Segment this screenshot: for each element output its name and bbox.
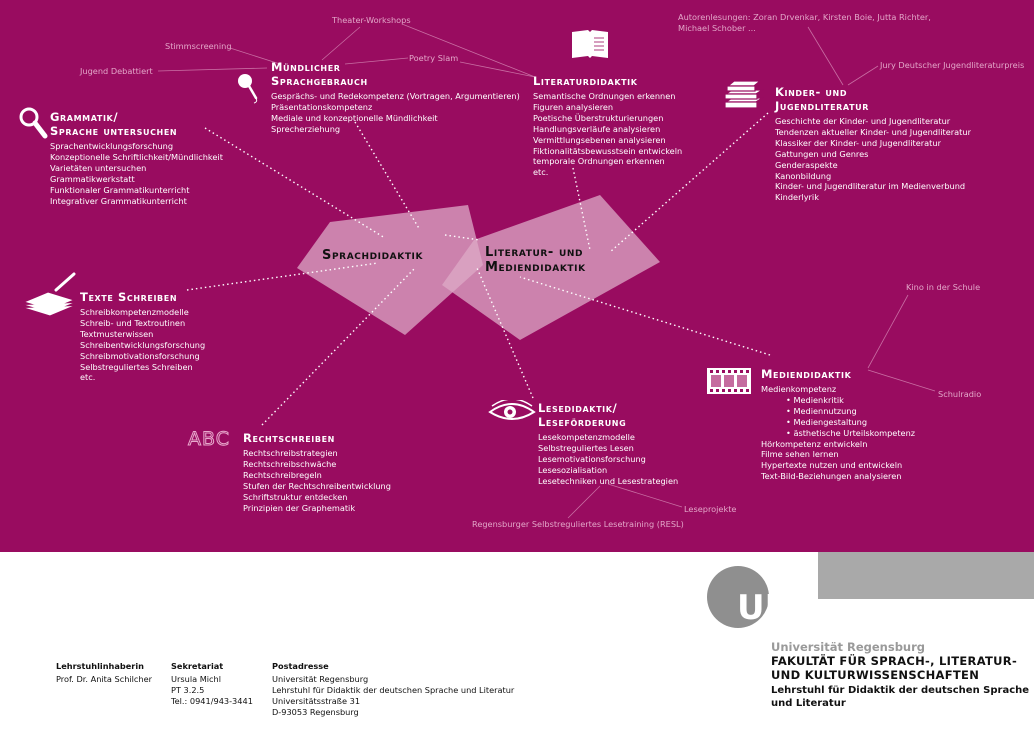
node-kinder (775, 85, 971, 203)
node-lese (538, 401, 678, 487)
list-item: Varietäten untersuchen (50, 162, 147, 173)
node-kinder-title (775, 85, 971, 113)
writing-paper-icon (22, 272, 78, 320)
list-item: Konzeptionelle Schriftlichkeit/Mündlichkeit (50, 151, 223, 162)
node-grammatik (50, 110, 223, 206)
node-literaturdidaktik-title (533, 74, 682, 88)
list-item: Schriftstruktur entdecken (243, 491, 348, 502)
list-item: Lesekompetenzmodelle (538, 432, 635, 442)
list-item: Prinzipien der Graphematik (243, 502, 356, 513)
list-item: Semantische Ordnungen erkennen (533, 91, 676, 101)
film-strip-icon (706, 366, 752, 396)
node-literaturdidaktik-title-line1: Literaturdidaktik (533, 74, 638, 88)
node-kinder-title-line2: Jugendliteratur (775, 99, 869, 113)
chair-name (771, 684, 1029, 710)
magnifier-icon (18, 106, 48, 140)
list-item: Poetische Überstrukturierungen (533, 112, 664, 123)
list-item: Filme sehen lernen (761, 449, 839, 460)
node-rechtschreiben-list (243, 448, 391, 513)
satellite-line-autoren (808, 27, 843, 85)
faculty-name (771, 654, 1017, 682)
list-item: Lesesozialisation (538, 464, 608, 475)
list-item: Lesetechniken und Lesestrategien (538, 475, 679, 486)
literaturdidaktik-label-line1: Literatur- und (485, 245, 584, 260)
list-item: Kanonbildung (775, 170, 832, 181)
list-item: temporale Ordnungen erkennen (533, 156, 665, 167)
node-muendlich-title-line1: Mündlicher (271, 60, 341, 74)
node-texte (80, 290, 205, 383)
node-muendlich-title-line2: Sprachgebrauch (271, 74, 368, 88)
list-item: Selbstreguliertes Schreiben (80, 361, 193, 372)
satellite-resl: Regensburger Selbstreguliertes Lesetraining (RESL) (472, 519, 684, 529)
contact-lehrstuhl-head: Lehrstuhlinhaberin (56, 661, 144, 671)
list-item: Gattungen und Genres (775, 148, 869, 159)
node-medien-title-line1: Mediendidaktik (761, 367, 852, 381)
chair-name-line2: und Literatur (771, 698, 846, 709)
list-item: Tendenzen aktueller Kinder- und Jugendliteratur (775, 126, 971, 137)
university-name: Universität Regensburg (771, 640, 926, 654)
list-item: Rechtschreibschwäche (243, 458, 337, 469)
contact-line: Tel.: 0941/943-3441 (171, 696, 253, 706)
book-icon (570, 28, 610, 60)
list-item: • ästhetische Urteilskompetenz (761, 428, 915, 439)
node-texte-title-line1: Texte Schreiben (80, 290, 178, 304)
list-item: Text-Bild-Beziehungen analysieren (761, 471, 902, 482)
contact-sekretariat (171, 661, 253, 707)
node-medien (761, 367, 915, 482)
satellite-autoren-line1: Autorenlesungen: Zoran Drvenkar, Kirsten Boie, Jutta Richter, (678, 12, 931, 22)
list-item: Rechtschreibstrategien (243, 448, 338, 458)
list-item: Klassiker der Kinder- und Jugendliteratur (775, 137, 941, 148)
list-item: Schreibentwicklungsforschung (80, 339, 206, 350)
satellite-autoren-line2: Michael Schober ... (678, 22, 756, 33)
list-item: etc. (80, 372, 96, 383)
node-literaturdidaktik (533, 74, 682, 178)
contact-sekretariat-head: Sekretariat (171, 661, 224, 671)
list-item: Mediale und konzeptionelle Mündlichkeit (271, 112, 438, 123)
node-lese-title-line1: Lesedidaktik/ (538, 401, 618, 415)
list-item: Figuren analysieren (533, 101, 614, 112)
list-item: Kinder- und Jugendliteratur im Medienverbund (775, 181, 966, 192)
node-grammatik-list (50, 141, 223, 206)
satellite-line-resl (568, 486, 600, 518)
node-literaturdidaktik-list (533, 91, 682, 178)
list-item: Funktionaler Grammatikunterricht (50, 184, 190, 195)
list-item: Schreibkompetenzmodelle (80, 307, 189, 317)
satellite-jury: Jury Deutscher Jugendliteraturpreis (880, 60, 1025, 70)
node-rechtschreiben-title (243, 431, 391, 445)
list-item: Integrativer Grammatikunterricht (50, 195, 187, 206)
list-item: Sprecherziehung (271, 123, 341, 134)
satellite-schulradio: Schulradio (938, 389, 982, 399)
contact-postadresse-head: Postadresse (272, 661, 329, 671)
satellite-line-kino (868, 295, 908, 368)
list-item: Genderaspekte (775, 159, 838, 170)
contact-postadresse (272, 661, 514, 718)
contact-line: Universitätsstraße 31 (272, 696, 361, 706)
node-muendlich-list (271, 91, 520, 135)
faculty-name-line1: FAKULTÄT FÜR SPRACH-, LITERATUR- (771, 654, 1018, 668)
footer-gray-bar (818, 552, 1034, 599)
satellite-leseprojekte: Leseprojekte (684, 504, 737, 514)
list-item: • Mediengestaltung (761, 417, 915, 428)
books-stack-icon (722, 76, 766, 112)
list-item: Hörkompetenz entwickeln (761, 438, 868, 449)
node-texte-list (80, 307, 205, 383)
node-texte-title (80, 290, 205, 304)
satellite-kino: Kino in der Schule (906, 282, 981, 292)
list-item: Präsentationskompetenz (271, 101, 373, 112)
node-lese-list (538, 432, 678, 487)
satellite-poetry: Poetry Slam (409, 53, 459, 63)
satellite-line-theater (322, 27, 360, 60)
list-item: Schreibmotivationsforschung (80, 350, 200, 361)
satellite-autoren (678, 12, 931, 33)
list-item: Geschichte der Kinder- und Jugendliteratur (775, 116, 951, 126)
list-item: Selbstreguliertes Lesen (538, 442, 634, 453)
node-grammatik-title (50, 110, 223, 138)
abc-icon: ABC (188, 428, 230, 450)
list-item: Lesemotivationsforschung (538, 453, 646, 464)
node-lese-title (538, 401, 678, 429)
list-item: • Mediennutzung (761, 406, 915, 417)
list-item: Fiktionalitätsbewusstsein entwickeln (533, 145, 683, 156)
list-item: • Medienkritik (761, 395, 915, 406)
list-item: Hypertexte nutzen und entwickeln (761, 460, 903, 471)
literaturdidaktik-label-line2: Mediendidaktik (485, 260, 586, 275)
literaturdidaktik-label (485, 245, 586, 275)
contact-lehrstuhl (56, 661, 152, 685)
contact-line: Ursula Michl (171, 674, 222, 684)
logo-text: UR (737, 588, 791, 628)
contact-line: Lehrstuhl für Didaktik der deutschen Sprache und Literatur (272, 685, 515, 695)
list-item: etc. (533, 167, 549, 178)
node-medien-title (761, 367, 915, 381)
node-muendlich (271, 60, 520, 135)
university-logo (706, 563, 798, 635)
list-item: Rechtschreibregeln (243, 469, 322, 480)
list-item: Stufen der Rechtschreibentwicklung (243, 480, 391, 491)
node-muendlich-title (271, 60, 520, 88)
node-kinder-list (775, 116, 971, 203)
list-item: Handlungsverläufe analysieren (533, 123, 661, 134)
list-item: Gesprächs- und Redekompetenz (Vortragen, Argumentieren) (271, 91, 520, 101)
node-grammatik-title-line1: Grammatik/ (50, 110, 119, 124)
satellite-line-leseprojekte (608, 484, 682, 507)
contact-line: Prof. Dr. Anita Schilcher (56, 674, 153, 684)
satellite-stimm: Stimmscreening (165, 41, 232, 51)
node-grammatik-title-line2: Sprache untersuchen (50, 124, 178, 138)
satellite-line-debattiert (158, 68, 267, 71)
faculty-name-line2: UND KULTURWISSENSCHAFTEN (771, 668, 980, 682)
list-item: Sprachentwicklungsforschung (50, 141, 174, 151)
contact-line: D-93053 Regensburg (272, 707, 359, 717)
node-medien-list (761, 384, 915, 482)
microphone-icon (236, 72, 262, 104)
node-lese-title-line2: Leseförderung (538, 415, 627, 429)
satellite-theater: Theater-Workshops (332, 15, 411, 25)
node-kinder-title-line1: Kinder- und (775, 85, 848, 99)
node-rechtschreiben-title-line1: Rechtschreiben (243, 431, 335, 445)
list-item: Schreib- und Textroutinen (80, 317, 186, 328)
contact-line: PT 3.2.5 (171, 685, 205, 695)
list-item: Vermittlungsebenen analysieren (533, 134, 666, 145)
satellite-debattiert: Jugend Debattiert (80, 66, 153, 76)
contact-line: Universität Regensburg (272, 674, 369, 684)
node-rechtschreiben (243, 431, 391, 513)
eye-icon (488, 400, 536, 424)
list-item: Grammatikwerkstatt (50, 173, 135, 184)
sprachdidaktik-label: Sprachdidaktik (322, 248, 424, 263)
satellite-line-jury (848, 66, 878, 85)
chair-name-line1: Lehrstuhl für Didaktik der deutschen Sprache (771, 685, 1030, 696)
list-item: Textmusterwissen (80, 328, 154, 339)
list-item: Medienkompetenz (761, 384, 837, 394)
list-item: Kinderlyrik (775, 192, 819, 203)
